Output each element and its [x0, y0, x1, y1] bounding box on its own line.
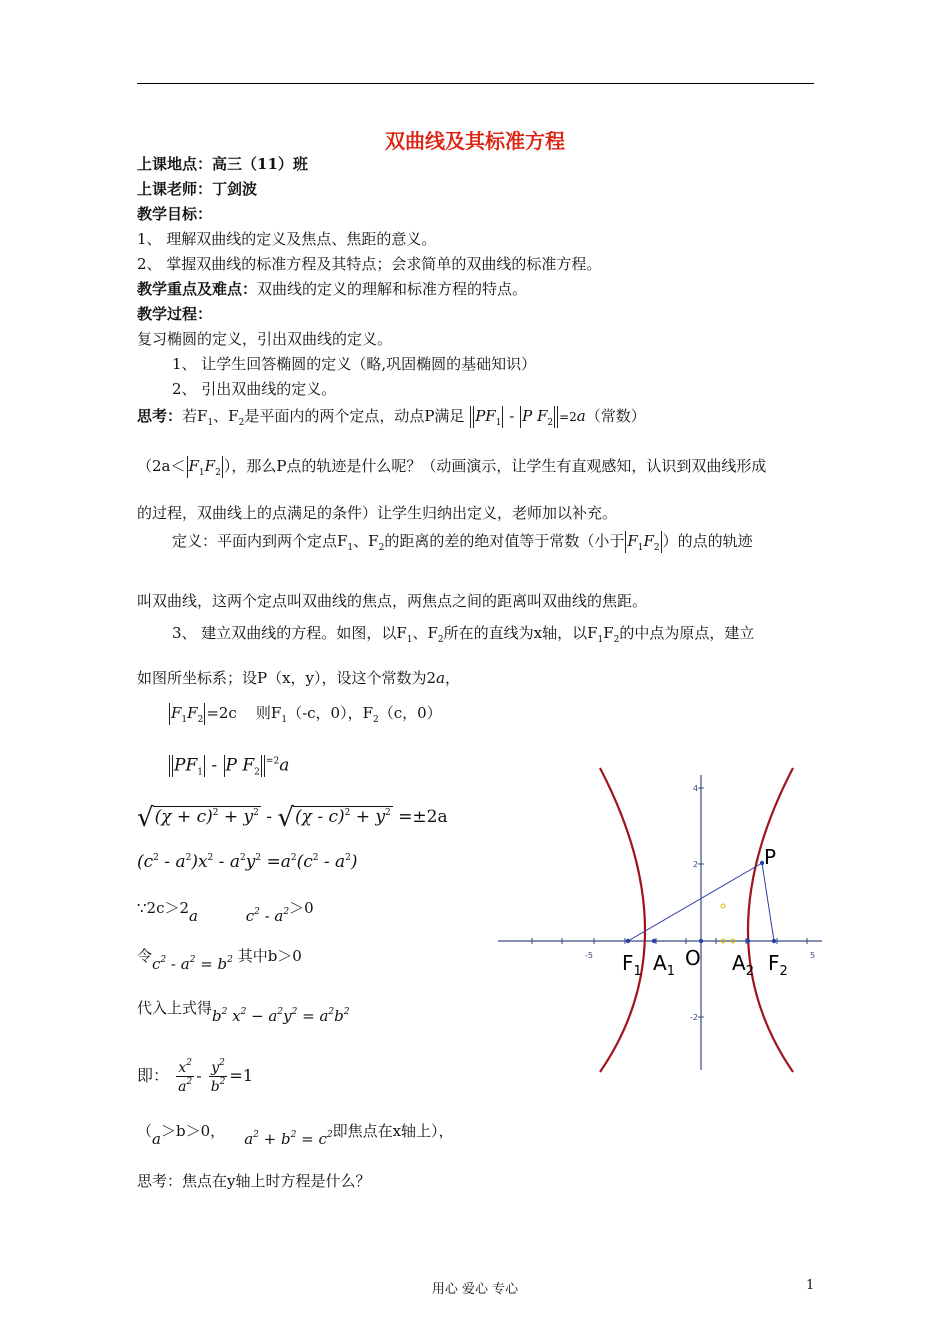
- line-f1-p: [628, 863, 762, 941]
- footer-text: 用心 爱心 专心: [431, 1282, 519, 1297]
- label-a2: $A_2$: [732, 951, 754, 979]
- hyperbola-figure: [490, 760, 830, 1080]
- goal-item: 2、 掌握双曲线的标准方程及其特点；会求简单的双曲线的标准方程。: [137, 255, 602, 273]
- tick-label: -2: [690, 1013, 698, 1022]
- label-a1: $A_1$: [653, 951, 675, 979]
- header-rule: [137, 83, 814, 84]
- goal-item: 1、 理解双曲线的定义及焦点、焦距的意义。: [137, 230, 437, 248]
- class-place: 上课地点：高三（11）班: [137, 155, 308, 173]
- eq-substitute: 代入上式得$b^2$ $x^2 - a^2y^2 = a^2b^2$: [137, 999, 350, 1025]
- eq-let: 令$c^2 - a^2 = b^2$ 其中b＞0: [137, 947, 302, 973]
- label-f1: $F_1$: [622, 951, 642, 979]
- point-a2: [746, 939, 750, 943]
- process-step: 2、 引出双曲线的定义。: [172, 380, 337, 398]
- think-question: 思考：若$F_1$、$F_2$是平面内的两个定点，动点P满足 $PF_1$ - P $F_2 =2a$（常数）: [137, 407, 646, 428]
- eq-because: ∵2c＞2a $c^2 - a^2>0$: [137, 899, 314, 925]
- page-title: 双曲线及其标准方程: [385, 129, 565, 153]
- definition-cont: 叫双曲线，这两个定点叫双曲线的焦点，两焦点之间的距离叫双曲线的焦距。: [137, 592, 648, 610]
- class-teacher: 上课老师：丁剑波: [137, 180, 258, 198]
- process-heading: 教学过程：: [137, 305, 213, 323]
- left-branch: [600, 768, 645, 1072]
- goals-heading: 教学目标：: [137, 205, 213, 223]
- point-f1: [626, 939, 630, 943]
- key-points: 教学重点及难点：双曲线的定义的理解和标准方程的特点。: [137, 280, 528, 298]
- marker-dot: [721, 904, 725, 908]
- think-question-cont: 的过程，双曲线上的点满足的条件）让学生归纳出定义，老师加以补充。: [137, 504, 618, 522]
- eq-focal-distance: $F_1F_2 =2c$ 则$F_1(-c$，0），$F_2(c$，0）: [171, 704, 442, 725]
- point-f2: [772, 939, 776, 943]
- think-question-cont: （$2a< F_1F_2$ ），那么P点的轨迹是什么呢？（动画演示，让学生有直观感知，认识到双曲线形成: [137, 457, 767, 478]
- label-origin: O: [685, 946, 701, 970]
- eq-radicals: $√(\chi + c)^2 + y^2 - √(\chi - c)^2 + y^2 =\pm 2a$: [137, 803, 448, 833]
- point-a1: [652, 939, 656, 943]
- step3: 3、 建立双曲线的方程。如图，以$F_1$、$F_2$所在的直线为x轴，以$F_1F_2$的中点为原点，建立: [172, 624, 755, 645]
- step3-cont: 如图所坐标系；设P（x，y），设这个常数为2a，: [137, 669, 461, 687]
- eq-standard-form: 即： $\frac{x^2}{a^2}$ - $\frac{y^2}{b^2}$ =1: [137, 1058, 253, 1095]
- definition: 定义：平面内到两个定点$F_1$、$F_2$的距离的差的绝对值等于常数（小于 $F_1F_2$ ）的点的轨迹: [172, 532, 753, 553]
- eq-distance-difference: $PF_1$ - P $F_2^{=2}a$: [168, 755, 289, 778]
- process-step: 1、 让学生回答椭圆的定义（略,巩固椭圆的基础知识）: [172, 355, 537, 373]
- label-p: P: [764, 845, 777, 869]
- eq-condition: （a＞b＞0， $a^2 + b^2 = c^2$即焦点在x轴上），: [137, 1122, 454, 1148]
- line-f2-p: [762, 863, 774, 941]
- tick-label: 5: [810, 951, 816, 960]
- process-intro: 复习椭圆的定义，引出双曲线的定义。: [137, 330, 393, 348]
- tick-label: 4: [693, 784, 699, 793]
- label-f2: $F_2$: [768, 951, 788, 979]
- page-number: 1: [806, 1278, 815, 1293]
- think-question-2: 思考：焦点在y轴上时方程是什么？: [137, 1172, 371, 1190]
- tick-label: 2: [693, 860, 699, 869]
- tick-label: -5: [585, 951, 593, 960]
- point-origin: [699, 939, 703, 943]
- eq-expanded: $(c^2 - a^2)x^2 - a^2y^2 =a^2(c^2 - a^2)$: [137, 852, 358, 872]
